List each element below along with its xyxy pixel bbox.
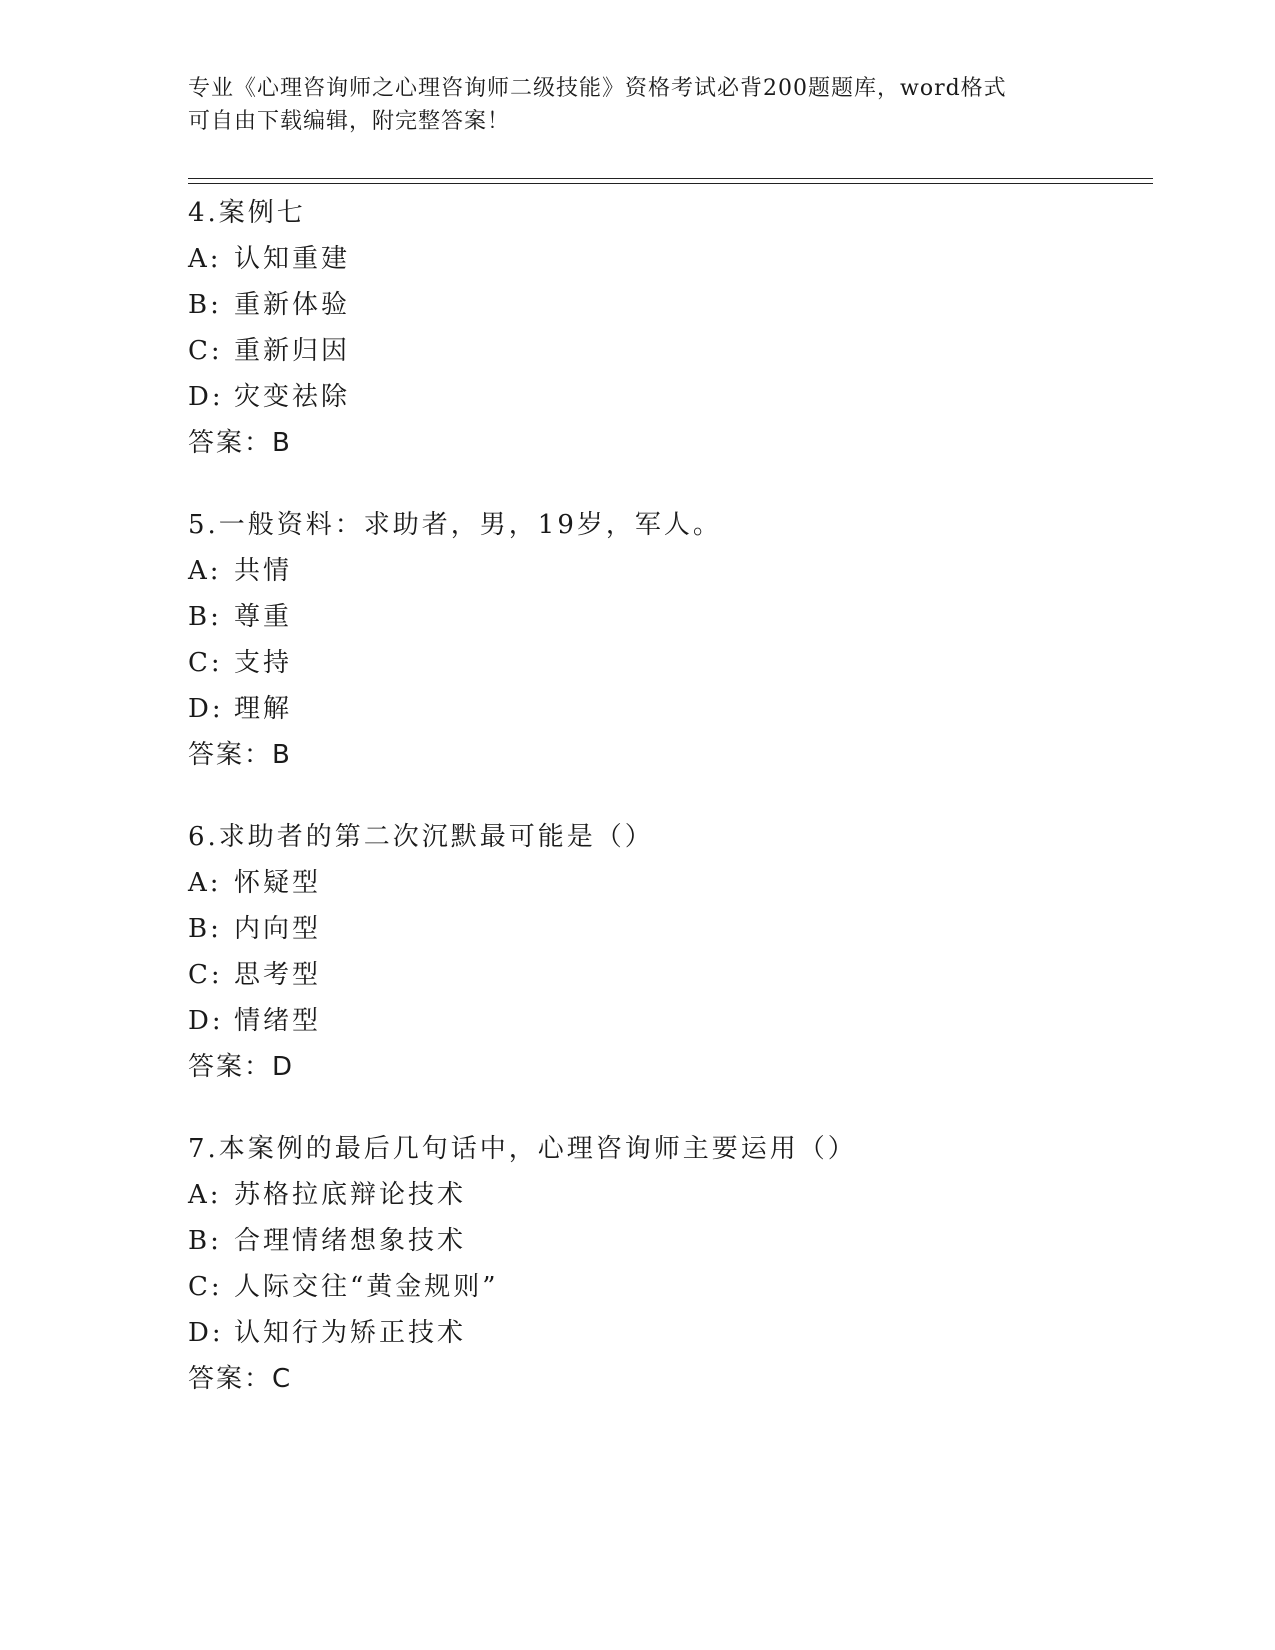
option-b [188, 594, 1148, 640]
option-c [188, 640, 1148, 686]
option-text: 思考型 [234, 960, 322, 990]
option-b [188, 1218, 1148, 1264]
option-key: C: [188, 960, 223, 990]
option-c [188, 1264, 1148, 1310]
option-key: B: [188, 914, 222, 944]
option-key: B: [188, 290, 222, 320]
option-a [188, 548, 1148, 594]
option-key: A: [188, 1180, 222, 1210]
document-header [188, 72, 1088, 138]
option-a [188, 1172, 1148, 1218]
question-stem: 6.求助者的第二次沉默最可能是（） [188, 822, 654, 852]
option-text: 认知重建 [234, 244, 351, 274]
option-key: B: [188, 1226, 222, 1256]
question-list [188, 190, 1148, 1438]
option-text: 共情 [234, 556, 293, 586]
option-key: D: [188, 694, 224, 724]
answer-line: 答案：B [188, 428, 292, 458]
question-4 [188, 190, 1148, 466]
option-text: 情绪型 [234, 1006, 322, 1036]
option-key: B: [188, 602, 222, 632]
option-key: D: [188, 1006, 224, 1036]
option-text: 重新归因 [234, 336, 351, 366]
option-d [188, 686, 1148, 732]
option-b [188, 906, 1148, 952]
option-text: 内向型 [234, 914, 322, 944]
option-d [188, 1310, 1148, 1356]
option-a [188, 860, 1148, 906]
option-text: 重新体验 [234, 290, 351, 320]
option-key: C: [188, 336, 223, 366]
option-text: 认知行为矫正技术 [234, 1318, 467, 1348]
option-d [188, 374, 1148, 420]
question-6 [188, 814, 1148, 1090]
option-text: 怀疑型 [234, 868, 322, 898]
option-text: 理解 [234, 694, 293, 724]
answer-line: 答案：D [188, 1052, 295, 1082]
option-key: A: [188, 868, 222, 898]
option-text: 合理情绪想象技术 [234, 1226, 467, 1256]
option-key: D: [188, 1318, 224, 1348]
option-text: 支持 [234, 648, 293, 678]
option-d [188, 998, 1148, 1044]
option-text: 尊重 [234, 602, 293, 632]
option-key: C: [188, 1272, 223, 1302]
answer-line: 答案：C [188, 1364, 293, 1394]
question-5 [188, 502, 1148, 778]
header-line-1: 专业《心理咨询师之心理咨询师二级技能》资格考试必背200题题库，word格式 [188, 76, 1007, 101]
question-stem: 4.案例七 [188, 198, 306, 228]
option-key: A: [188, 244, 222, 274]
option-key: A: [188, 556, 222, 586]
option-key: C: [188, 648, 223, 678]
option-c [188, 952, 1148, 998]
header-divider-bottom [188, 183, 1153, 184]
answer-line: 答案：B [188, 740, 292, 770]
option-text: 人际交往“黄金规则” [234, 1272, 499, 1302]
question-stem: 7.本案例的最后几句话中，心理咨询师主要运用（） [188, 1134, 857, 1164]
option-key: D: [188, 382, 224, 412]
option-c [188, 328, 1148, 374]
header-divider-top [188, 178, 1153, 179]
header-line-2: 可自由下载编辑，附完整答案！ [188, 109, 511, 134]
option-text: 灾变祛除 [234, 382, 351, 412]
option-b [188, 282, 1148, 328]
option-a [188, 236, 1148, 282]
question-stem: 5.一般资料：求助者，男，19岁，军人。 [188, 510, 722, 540]
question-7 [188, 1126, 1148, 1402]
option-text: 苏格拉底辩论技术 [234, 1180, 467, 1210]
